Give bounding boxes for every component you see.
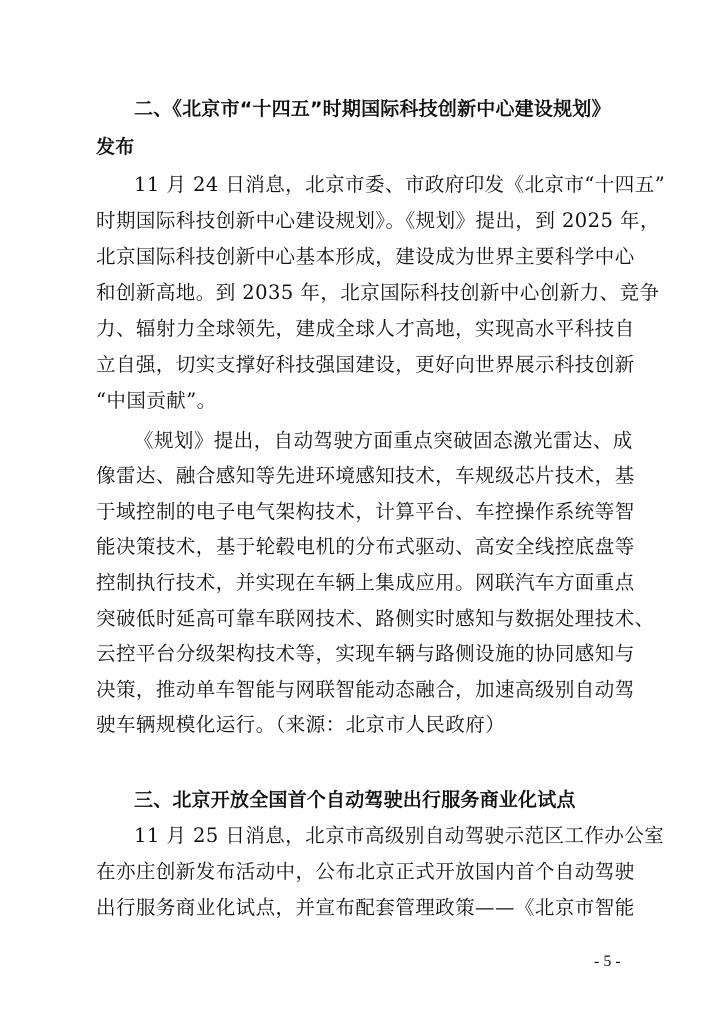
section-3-paragraph-1-line: 11 月 25 日消息，北京市高级别自动驾驶示范区工作办公室: [134, 824, 665, 847]
section-2-paragraph-1-line: 立自强，切实支撑好科技强国建设，更好向世界展示科技创新: [96, 353, 635, 376]
section-2-paragraph-2-line: 决策，推动单车智能与网联智能动态融合，加速高级别自动驾: [96, 678, 635, 701]
section-2-paragraph-1-line: 和创新高地。到 2035 年，北京国际科技创新中心创新力、竞争: [96, 281, 660, 304]
section-2-paragraph-2-line: 控制执行技术，并实现在车辆上集成应用。网联汽车方面重点: [96, 571, 635, 594]
section-2-heading-line-2: 发布: [96, 136, 135, 158]
section-2-paragraph-2-line: 于域控制的电子电气架构技术，计算平台、车控操作系统等智: [96, 500, 635, 523]
section-3-paragraph-1-line: 在亦庄创新发布活动中，公布北京正式开放国内首个自动驾驶: [96, 860, 635, 883]
section-2-heading-line-1: 二、《北京市“十四五”时期国际科技创新中心建设规划》: [134, 98, 611, 120]
section-3-heading: 三、北京开放全国首个自动驾驶出行服务商业化试点: [134, 789, 576, 811]
section-2-paragraph-2-line: 《规划》提出，自动驾驶方面重点突破固态激光雷达、成: [134, 429, 633, 452]
section-2-paragraph-2-line: 像雷达、融合感知等先进环境感知技术，车规级芯片技术，基: [96, 464, 635, 487]
section-2-paragraph-1-line: 11 月 24 日消息，北京市委、市政府印发《北京市“十四五”: [134, 173, 666, 196]
section-2-paragraph-1-line: 北京国际科技创新中心基本形成，建设成为世界主要科学中心: [96, 245, 635, 268]
section-2-paragraph-2-line: 突破低时延高可靠车联网技术、路侧实时感知与数据处理技术、: [96, 607, 655, 630]
section-2-paragraph-1-line: 时期国际科技创新中心建设规划》。《规划》提出，到 2025 年，: [96, 209, 660, 232]
section-2-paragraph-1-line: “中国贡献”。: [96, 389, 217, 412]
section-3-paragraph-1-line: 出行服务商业化试点，并宣布配套管理政策——《北京市智能: [96, 896, 635, 919]
section-2-paragraph-1-line: 力、辐射力全球领先，建成全球人才高地，实现高水平科技自: [96, 317, 635, 340]
section-2-paragraph-2-line: 能决策技术，基于轮毂电机的分布式驱动、高安全线控底盘等: [96, 535, 635, 558]
section-2-paragraph-2-line: 云控平台分级架构技术等，实现车辆与路侧设施的协同感知与: [96, 642, 635, 665]
page-number: - 5 -: [594, 953, 621, 970]
section-2-paragraph-2-line: 驶车辆规模化运行。（来源：北京市人民政府）: [96, 713, 506, 736]
